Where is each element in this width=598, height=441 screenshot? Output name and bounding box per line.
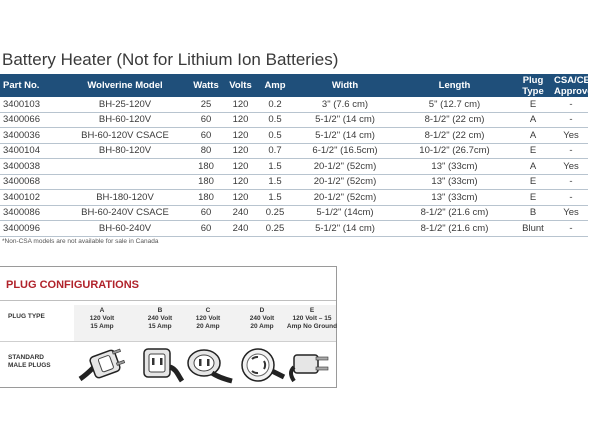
cell-plug-type: E	[512, 174, 554, 190]
table-row	[0, 190, 588, 206]
plug-type-e	[286, 307, 338, 331]
plug-type-d	[236, 307, 288, 331]
cell-csa: Yes	[554, 205, 588, 221]
cell-part-no: 3400066	[0, 112, 62, 128]
plug-letter-label: B	[157, 307, 163, 314]
cell-plug-type: E	[512, 143, 554, 159]
header-csa-line1: CSA/CE	[554, 74, 590, 86]
header-amp: Amp	[264, 80, 286, 91]
header-width: Width	[331, 80, 359, 91]
table-row	[0, 128, 588, 144]
plug-configurations-panel	[0, 266, 337, 388]
cell-amp: 0.25	[257, 205, 293, 221]
plug-spec2-label: Amp No Ground	[286, 323, 338, 330]
cell-watts: 80	[188, 143, 224, 159]
cell-plug-type: Blunt	[512, 221, 554, 237]
cell-watts: 180	[188, 159, 224, 175]
cell-part-no: 3400096	[0, 221, 62, 237]
cell-part-no: 3400068	[0, 174, 62, 190]
cell-csa: -	[554, 221, 588, 237]
cell-amp: 1.5	[257, 174, 293, 190]
cell-width: 20-1/2" (52cm)	[293, 159, 397, 175]
header-csa-approved	[554, 74, 598, 97]
cell-volts: 120	[224, 112, 257, 128]
cell-amp: 1.5	[257, 190, 293, 206]
battery-heater-table	[0, 74, 598, 237]
plug-configurations-title: PLUG CONFIGURATIONS	[6, 279, 140, 291]
male-label-line2: MALE PLUGS	[8, 362, 51, 369]
plug-spec2-label: 20 Amp	[250, 323, 274, 330]
cell-length: 13" (33cm)	[397, 174, 512, 190]
nema-6-15-plug-icon	[134, 345, 186, 385]
cell-plug-type: E	[512, 97, 554, 112]
male-label-line1: STANDARD	[8, 354, 44, 361]
plug-type-a	[76, 307, 128, 331]
plug-spec2-label: 15 Amp	[148, 323, 172, 330]
plug-letter-label: E	[309, 307, 315, 314]
header-volts: Volts	[229, 80, 252, 91]
header-model: Wolverine Model	[87, 80, 163, 91]
cell-watts: 25	[188, 97, 224, 112]
cell-width: 5-1/2" (14cm)	[293, 205, 397, 221]
header-csa-line2: Approved	[554, 85, 598, 97]
cell-amp: 0.25	[257, 221, 293, 237]
cell-length: 13" (33cm)	[397, 159, 512, 175]
plug-type-label: PLUG TYPE	[8, 313, 45, 320]
cell-width: 5-1/2" (14 cm)	[293, 112, 397, 128]
cell-csa: Yes	[554, 159, 588, 175]
plug-type-c	[182, 307, 234, 331]
divider	[0, 341, 336, 342]
cell-csa: -	[554, 143, 588, 159]
plug-spec2-label: 20 Amp	[196, 323, 220, 330]
cell-watts: 60	[188, 221, 224, 237]
cell-watts: 180	[188, 174, 224, 190]
cell-length: 5" (12.7 cm)	[397, 97, 512, 112]
cell-length: 8-1/2" (21.6 cm)	[397, 205, 512, 221]
table-row	[0, 221, 588, 237]
twist-lock-plug-icon	[236, 345, 288, 385]
cell-length: 8-1/2" (22 cm)	[397, 112, 512, 128]
cell-width: 20-1/2" (52cm)	[293, 174, 397, 190]
plug-spec1-label: 120 Volt	[89, 315, 115, 322]
cell-part-no: 3400103	[0, 97, 62, 112]
table-row	[0, 159, 588, 175]
plug-letter-label: D	[259, 307, 265, 314]
cell-length: 10-1/2" (26.7cm)	[397, 143, 512, 159]
cell-volts: 120	[224, 174, 257, 190]
cell-width: 5-1/2" (14 cm)	[293, 221, 397, 237]
cell-width: 3" (7.6 cm)	[293, 97, 397, 112]
cell-length: 13" (33cm)	[397, 190, 512, 206]
plug-letter-label: A	[99, 307, 105, 314]
cell-part-no: 3400036	[0, 128, 62, 144]
cell-model: BH-180-120V	[62, 190, 188, 206]
cell-plug-type: E	[512, 190, 554, 206]
page-title: Battery Heater (Not for Lithium Ion Batteries)	[2, 50, 339, 69]
cell-volts: 120	[224, 159, 257, 175]
cell-volts: 240	[224, 205, 257, 221]
header-length: Length	[438, 80, 471, 91]
cell-csa: -	[554, 190, 588, 206]
cell-volts: 240	[224, 221, 257, 237]
cell-part-no: 3400038	[0, 159, 62, 175]
divider	[0, 300, 336, 301]
cell-model	[62, 159, 188, 175]
cell-watts: 60	[188, 128, 224, 144]
plug-letter-label: C	[205, 307, 211, 314]
cell-volts: 120	[224, 190, 257, 206]
plug-spec1-label: 240 Volt	[147, 315, 173, 322]
cell-part-no: 3400086	[0, 205, 62, 221]
cell-width: 5-1/2" (14 cm)	[293, 128, 397, 144]
cell-watts: 60	[188, 112, 224, 128]
plug-type-b	[134, 307, 186, 331]
header-watts: Watts	[193, 80, 219, 91]
footnote: *Non-CSA models are not available for sale in Canada	[2, 238, 159, 245]
cell-width: 20-1/2" (52cm)	[293, 190, 397, 206]
cell-amp: 0.7	[257, 143, 293, 159]
cell-csa: -	[554, 112, 588, 128]
cell-amp: 1.5	[257, 159, 293, 175]
cell-part-no: 3400102	[0, 190, 62, 206]
plug-spec1-label: 240 Volt	[249, 315, 275, 322]
cell-volts: 120	[224, 97, 257, 112]
cell-part-no: 3400104	[0, 143, 62, 159]
nema-5-20-plug-icon	[182, 345, 234, 385]
cell-model: BH-60-240V	[62, 221, 188, 237]
header-plug-type: Plug Type	[522, 74, 544, 97]
cell-model: BH-60-120V CSACE	[62, 128, 188, 144]
cell-model	[62, 174, 188, 190]
table-row	[0, 143, 588, 159]
cell-model: BH-25-120V	[62, 97, 188, 112]
cell-csa: -	[554, 97, 588, 112]
cell-csa: -	[554, 174, 588, 190]
table-row	[0, 112, 588, 128]
cell-volts: 120	[224, 143, 257, 159]
cell-plug-type: A	[512, 128, 554, 144]
table-row	[0, 205, 588, 221]
cell-length: 8-1/2" (22 cm)	[397, 128, 512, 144]
plug-spec1-label: 120 Volt – 15	[292, 315, 332, 322]
table-row	[0, 174, 588, 190]
header-part-no: Part No.	[3, 80, 40, 91]
table-header-row	[0, 74, 588, 97]
cell-model: BH-80-120V	[62, 143, 188, 159]
nema-5-15-plug-icon	[76, 345, 128, 385]
cell-watts: 60	[188, 205, 224, 221]
cell-length: 8-1/2" (21.6 cm)	[397, 221, 512, 237]
table-row	[0, 97, 588, 112]
cell-watts: 180	[188, 190, 224, 206]
cell-amp: 0.5	[257, 112, 293, 128]
cell-csa: Yes	[554, 128, 588, 144]
cell-plug-type: A	[512, 112, 554, 128]
cell-model: BH-60-120V	[62, 112, 188, 128]
cell-plug-type: B	[512, 205, 554, 221]
cell-amp: 0.2	[257, 97, 293, 112]
plug-spec1-label: 120 Volt	[195, 315, 221, 322]
cell-plug-type: A	[512, 159, 554, 175]
two-prong-plug-icon	[286, 345, 338, 385]
standard-male-plugs-label	[8, 354, 51, 370]
plug-spec2-label: 15 Amp	[90, 323, 114, 330]
cell-width: 6-1/2" (16.5cm)	[293, 143, 397, 159]
cell-volts: 120	[224, 128, 257, 144]
cell-model: BH-60-240V CSACE	[62, 205, 188, 221]
cell-amp: 0.5	[257, 128, 293, 144]
